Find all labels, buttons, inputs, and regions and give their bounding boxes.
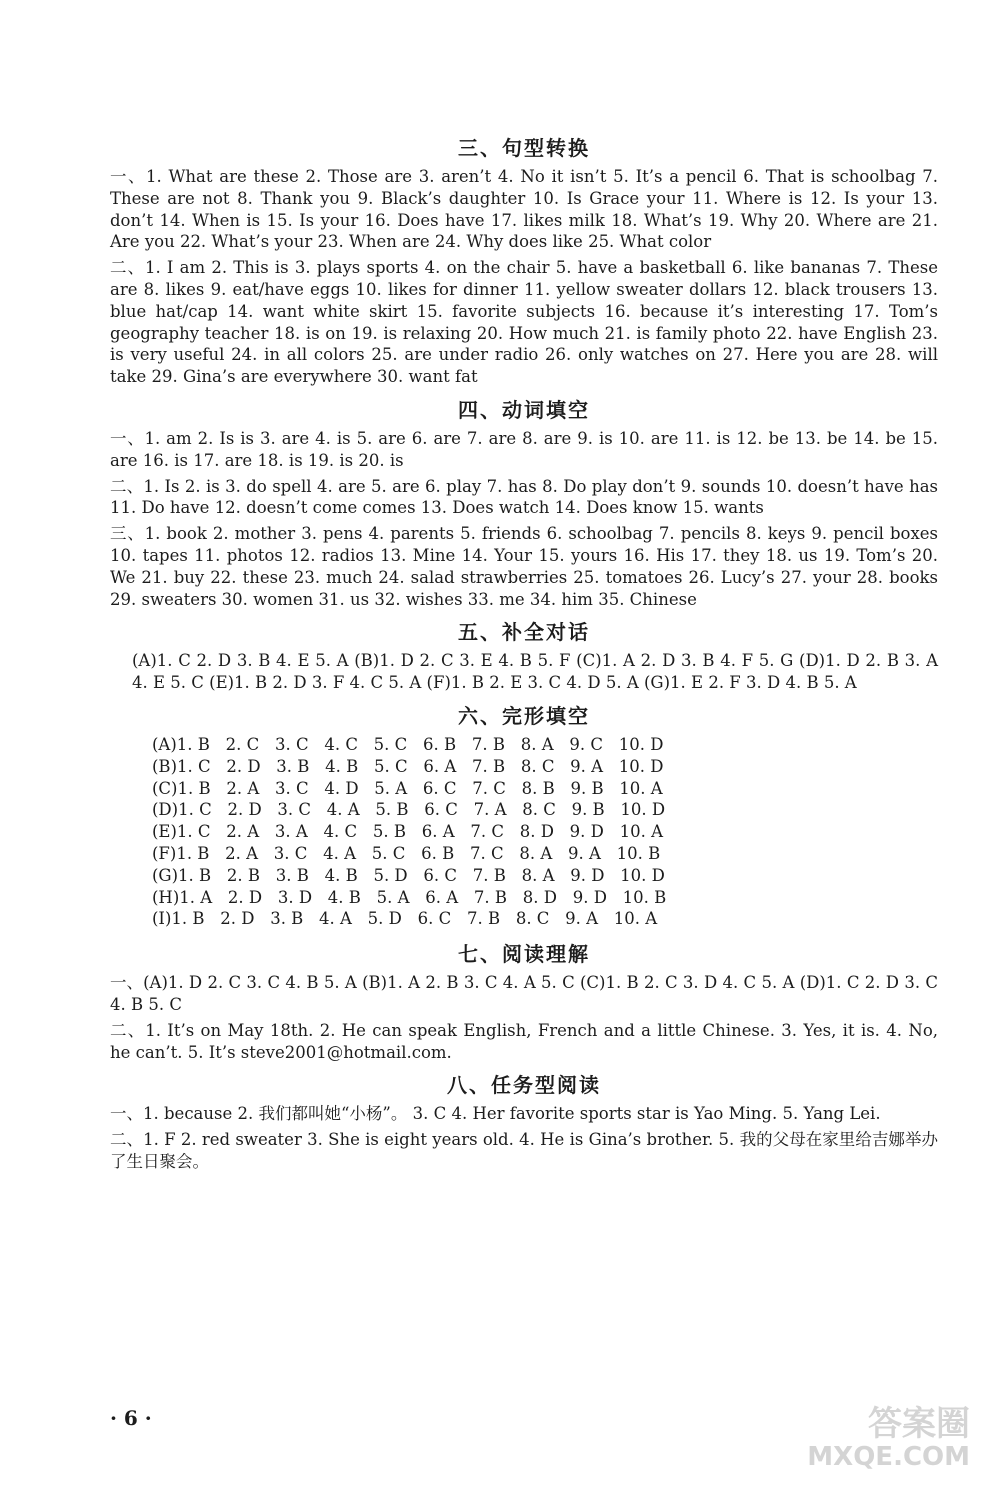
- answer-grid: [152, 734, 938, 930]
- answer-row: (H)1. A 2. D 3. D 4. B 5. A 6. A 7. B 8. D 9. D 10. B: [152, 887, 667, 907]
- answer-paragraph: 二、1. Is 2. is 3. do spell 4. are 5. are 6. play 7. has 8. Do play don’t 9. sounds 10. doesn’t have has 11. Do have 12. doesn’t come comes 13. Does watch 14. Does know 15. wants: [110, 476, 938, 518]
- answer-paragraph: 一、1. because 2. 我们都叫她“小杨”。 3. C 4. Her favorite sports star is Yao Ming. 5. Yang Lei.: [110, 1104, 881, 1124]
- section-title: 八、任务型阅读: [447, 1073, 601, 1098]
- answer-row: (E)1. C 2. A 3. A 4. C 5. B 6. A 7. C 8. D 9. D 10. A: [152, 822, 664, 842]
- answer-paragraph: (A)1. C 2. D 3. B 4. E 5. A (B)1. D 2. C 3. E 4. B 5. F (C)1. A 2. D 3. B 4. F 5. G (D)1. D 2. B 3. A 4. E 5. C (E)1. B 2. D 3. F 4. C 5. A (F)1. B 2. E 3. C 4. D 5. A (G)1. E 2. F 3. D 4. B 5. A: [132, 651, 938, 693]
- answer-row: (C)1. B 2. A 3. C 4. D 5. A 6. C 7. C 8. B 9. B 10. A: [152, 778, 663, 798]
- watermark-logo: [780, 1393, 980, 1473]
- answer-row: (G)1. B 2. B 3. B 4. B 5. D 6. C 7. B 8. A 9. D 10. D: [152, 865, 665, 885]
- page-number: · 6 ·: [110, 1406, 152, 1430]
- answer-paragraph: 三、1. book 2. mother 3. pens 4. parents 5. friends 6. schoolbag 7. pencils 8. keys 9. pencil boxes 10. tapes 11. photos 12. radios 13. Mine 14. Your 15. yours 16. His 17. they 18. us 19. Tom’s 20. We 21. buy 22. these 23. much 24. salad strawberries 25. tomatoes 26. Lucy’s 27. your 28. books 29. sweaters 30. women 31. us 32. wishes 33. me 34. him 35. Chinese: [110, 524, 938, 609]
- answer-paragraph: 二、1. It’s on May 18th. 2. He can speak English, French and a little Chinese. 3. Yes, it is. 4. No, he can’t. 5. It’s steve2001@hotmail.com.: [110, 1020, 938, 1062]
- answer-row: (B)1. C 2. D 3. B 4. B 5. C 6. A 7. B 8. C 9. A 10. D: [152, 756, 664, 776]
- answer-row: (F)1. B 2. A 3. C 4. A 5. C 6. B 7. C 8. A 9. A 10. B: [152, 843, 661, 863]
- answer-paragraph: 一、1. What are these 2. Those are 3. aren’t 4. No it isn’t 5. It’s a pencil 6. That is schoolbag 7. These are not 8. Thank you 9. Black’s daughter 10. Is Grace your 11. Where is 12. Is your 13. don’t 14. When is 15. Is your 16. Does have 17. likes milk 18. What’s 19. Why 20. Where are 21. Are you 22. What’s your 23. When are 24. Why does like 25. What color: [110, 167, 938, 252]
- answer-row: (A)1. B 2. C 3. C 4. C 5. C 6. B 7. B 8. A 9. C 10. D: [152, 734, 664, 754]
- section-title: 三、句型转换: [458, 136, 590, 160]
- watermark-top: 答案圈: [868, 1404, 970, 1444]
- watermark-bottom: MXQE.COM: [807, 1442, 970, 1472]
- answer-paragraph: 二、1. I am 2. This is 3. plays sports 4. on the chair 5. have a basketball 6. like bananas 7. These are 8. likes 9. eat/have eggs 10. likes for dinner 11. yellow sweater dollars 12. black trousers 13. blue hat/cap 14. want white skirt 15. favorite subjects 16. because it’s interesting 17. Tom’s geography teacher 18. is on 19. is relaxing 20. How much 21. is family photo 22. have English 23. is very useful 24. in all colors 25. are under radio 26. only watches on 27. Here you are 28. will take 29. Gina’s are everywhere 30. want fat: [110, 258, 938, 387]
- section-title: 六、完形填空: [458, 703, 590, 728]
- answer-page: [110, 130, 938, 1177]
- answer-row: (D)1. C 2. D 3. C 4. A 5. B 6. C 7. A 8. C 9. B 10. D: [152, 800, 666, 820]
- answer-paragraph: 二、1. F 2. red sweater 3. She is eight years old. 4. He is Gina’s brother. 5. 我的父母在家里给吉娜举办了生日聚会。: [110, 1130, 938, 1171]
- section-title: 五、补全对话: [458, 620, 590, 645]
- answer-paragraph: 一、1. am 2. Is is 3. are 4. is 5. are 6. are 7. are 8. are 9. is 10. are 11. is 12. be 13. be 14. be 15. are 16. is 17. are 18. is 19. is 20. is: [110, 428, 938, 470]
- section-title: 四、动词填空: [458, 397, 590, 422]
- answer-paragraph: 一、(A)1. D 2. C 3. C 4. B 5. A (B)1. A 2. B 3. C 4. A 5. C (C)1. B 2. C 3. D 4. C 5. A (D)1. C 2. D 3. C 4. B 5. C: [110, 973, 938, 1014]
- answer-row: (I)1. B 2. D 3. B 4. A 5. D 6. C 7. B 8. C 9. A 10. A: [152, 909, 658, 929]
- section-title: 七、阅读理解: [458, 942, 590, 967]
